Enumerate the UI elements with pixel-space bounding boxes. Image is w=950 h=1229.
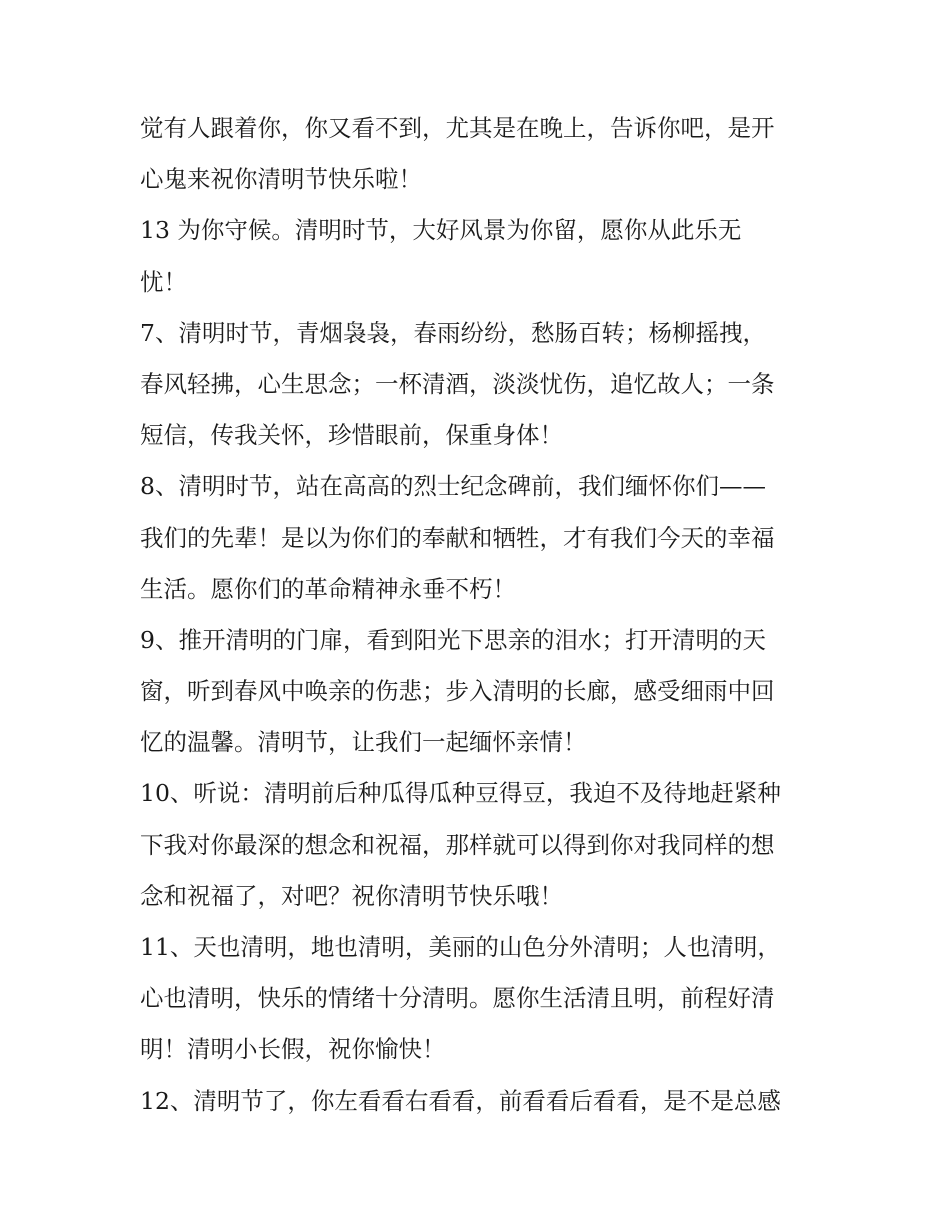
text-line: 念和祝福了，对吧？祝你清明节快乐哦！ [140, 881, 563, 910]
text-line: 12、清明节了，你左看看右看看，前看看后看看，是不是总感 [140, 1086, 781, 1115]
text-line: 窗，听到春风中唤亲的伤悲；步入清明的长廊，感受细雨中回 [140, 677, 775, 706]
text-line: 我们的先辈！是以为你们的奉献和牺牲，才有我们今天的幸福 [140, 523, 775, 552]
text-line: 11、天也清明，地也清明，美丽的山色分外清明；人也清明， [140, 933, 781, 961]
text-line: 春风轻拂，心生思念；一杯清酒，淡淡忧伤，追忆故人；一条 [140, 369, 775, 398]
text-line: 短信，传我关怀，珍惜眼前，保重身体！ [140, 421, 563, 450]
text-line: 心也清明，快乐的情绪十分清明。愿你生活清且明，前程好清 [140, 984, 775, 1013]
text-line: 10、听说：清明前后种瓜得瓜种豆得豆，我迫不及待地赶紧种 [140, 779, 781, 808]
text-line: 觉有人跟着你，你又看不到，尤其是在晚上，告诉你吧，是开 [140, 114, 775, 142]
text-line: 忧！ [140, 267, 187, 296]
text-line: 下我对你最深的想念和祝福，那样就可以得到你对我同样的想 [140, 830, 775, 859]
text-line: 9、推开清明的门扉，看到阳光下思亲的泪水；打开清明的天 [140, 625, 766, 654]
text-line: 7、清明时节，青烟袅袅，春雨纷纷，愁肠百转；杨柳摇拽， [140, 318, 766, 347]
text-line: 明！清明小长假，祝你愉快！ [140, 1035, 446, 1064]
document-body [140, 103, 820, 1127]
text-line: 生活。愿你们的革命精神永垂不朽！ [140, 574, 516, 603]
text-line: 13 为你守候。清明时节，大好风景为你留，愿你从此乐无 [140, 216, 742, 245]
text-line: 8、清明时节，站在高高的烈士纪念碑前，我们缅怀你们—— [140, 472, 766, 501]
text-line: 心鬼来祝你清明节快乐啦！ [140, 165, 422, 194]
text-line: 忆的温馨。清明节，让我们一起缅怀亲情！ [140, 728, 587, 757]
